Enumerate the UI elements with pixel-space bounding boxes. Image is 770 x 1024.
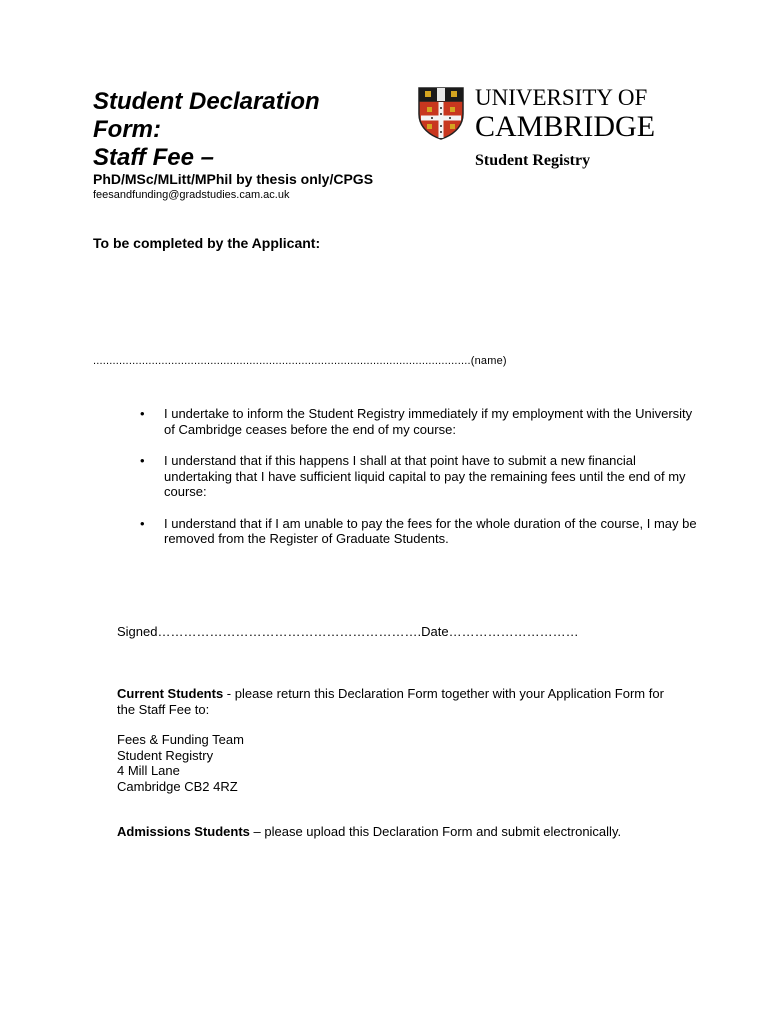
declaration-text: I understand that if this happens I shall at that point have to submit a new financial undertaking that I have sufficient liquid capital to pay the remaining fees until the end of my course: <box>164 453 686 499</box>
department-name: Student Registry <box>475 152 591 169</box>
bullet-icon: • <box>140 406 145 421</box>
list-item <box>140 453 700 500</box>
address-line: 4 Mill Lane <box>117 763 180 778</box>
title-line-1: Student Declaration <box>93 88 320 115</box>
name-label: (name) <box>470 355 507 367</box>
postal-address <box>117 732 417 794</box>
admissions-students-label: Admissions Students <box>117 824 250 839</box>
name-field <box>93 355 507 367</box>
bullet-icon: • <box>140 515 145 531</box>
form-subtitle: PhD/MSc/MLitt/MPhil by thesis only/CPGS <box>93 171 374 187</box>
form-title <box>93 88 413 172</box>
declaration-text: I undertake to inform the Student Registry immediately if my employment with the University of Cambridge ceases before the end of my course: <box>164 406 693 437</box>
wordmark-line-2: CAMBRIDGE <box>475 110 656 143</box>
contact-email: feesandfunding@gradstudies.cam.ac.uk <box>93 189 290 201</box>
date-dots: ………………………… <box>448 624 579 639</box>
address-line: Student Registry <box>117 747 214 763</box>
admissions-students-instructions <box>117 824 717 840</box>
bullet-icon: • <box>140 453 145 468</box>
declaration-list <box>140 406 700 563</box>
list-item <box>140 516 700 547</box>
title-line-2: Form: <box>93 116 161 143</box>
university-wordmark <box>475 85 655 143</box>
current-students-instructions <box>117 686 677 717</box>
wordmark-line-1: UNIVERSITY OF <box>475 85 648 110</box>
signature-line <box>117 624 579 639</box>
applicant-heading: To be completed by the Applicant: <box>93 235 321 251</box>
signed-label: Signed <box>117 624 158 639</box>
title-line-3: Staff Fee – <box>93 144 214 171</box>
signed-dots: ……………………………………………………. <box>157 624 422 639</box>
cambridge-crest-icon <box>417 86 465 140</box>
current-students-label: Current Students <box>117 686 224 701</box>
current-students-text: - please return this Declaration Form together with your Application Form for the Staff Fee to: <box>117 686 664 717</box>
name-dots: .................................................................................................................... <box>93 355 471 367</box>
declaration-text: I understand that if I am unable to pay the fees for the whole duration of the course, I may be removed from the Register of Graduate Students. <box>164 515 697 546</box>
address-line: Cambridge CB2 4RZ <box>117 778 238 794</box>
date-label: Date <box>421 624 449 639</box>
list-item <box>140 406 700 437</box>
admissions-students-text: – please upload this Declaration Form and submit electronically. <box>249 824 622 839</box>
address-line: Fees & Funding Team <box>117 732 244 747</box>
